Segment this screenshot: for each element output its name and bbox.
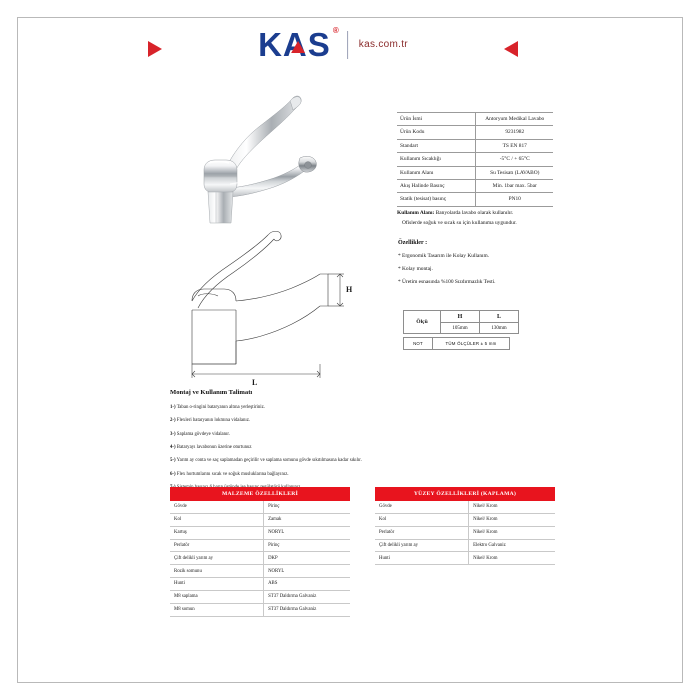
spec-value: PN10 bbox=[475, 193, 553, 206]
coating-value: Nikel/ Krom bbox=[469, 513, 555, 526]
step-number: 5-) bbox=[170, 458, 176, 464]
coating-part: Hunti bbox=[375, 552, 469, 565]
spec-value: Antoryum Medikal Lavabo bbox=[475, 113, 553, 126]
table-row bbox=[397, 179, 553, 192]
material-part: Rozik somunu bbox=[170, 565, 264, 578]
feature-item: * Ergonomik Tasarım ile Kolay Kullanım. bbox=[398, 253, 490, 259]
table-row bbox=[170, 603, 350, 616]
step-text: Taban o-ringini bataryanın altına yerleştiriniz. bbox=[175, 405, 265, 410]
material-value: NORYL bbox=[264, 526, 350, 539]
table-row bbox=[404, 338, 510, 350]
table-row bbox=[170, 513, 350, 526]
table-row bbox=[170, 578, 350, 591]
spec-key: Akış Halinde Basınç bbox=[397, 179, 475, 192]
table-row bbox=[375, 552, 555, 565]
spec-key: Ürün İsmi bbox=[397, 113, 475, 126]
material-part: Çift delikli yarım ay bbox=[170, 552, 264, 565]
spec-value: TS EN 817 bbox=[475, 139, 553, 152]
materials-table-title: MALZEME ÖZELLİKLERİ bbox=[170, 487, 350, 501]
step-text: Flexleri bataryanın lokmına vidalanız. bbox=[175, 418, 251, 424]
specification-table bbox=[397, 112, 553, 207]
note-key: NOT bbox=[404, 338, 433, 350]
coating-part: Gövde bbox=[375, 501, 469, 513]
instructions-title: Montaj ve Kullanım Talimatı bbox=[170, 389, 253, 396]
table-row bbox=[170, 591, 350, 604]
features-title: Özellikler : bbox=[398, 240, 428, 246]
material-value: DKP bbox=[264, 552, 350, 565]
dimension-label-h: H bbox=[346, 285, 353, 294]
spec-key: Kullanım Sıcaklığı bbox=[397, 153, 475, 166]
coating-part: Kol bbox=[375, 513, 469, 526]
dimension-label: Ölçü bbox=[404, 311, 441, 334]
table-row bbox=[397, 153, 553, 166]
step-text: Bataryayı lavabonun üzerine oturtunuz bbox=[175, 445, 252, 451]
material-value: ST37 Daldırma Galvaniz bbox=[264, 591, 350, 604]
right-triangle-icon bbox=[504, 41, 518, 57]
instruction-step bbox=[170, 418, 470, 424]
instruction-step bbox=[170, 472, 470, 478]
usage-text: Banyolarda lavabo olarak kullanılır. bbox=[434, 210, 514, 216]
coating-part: Perlatör bbox=[375, 526, 469, 539]
coating-value: Nikel/ Krom bbox=[469, 526, 555, 539]
coating-value: Nikel/ Krom bbox=[469, 552, 555, 565]
dimension-table bbox=[403, 310, 519, 334]
material-part: Perlatör bbox=[170, 539, 264, 552]
faucet-linedrawing-svg bbox=[168, 228, 383, 388]
faucet-photo-svg bbox=[178, 92, 383, 227]
table-row bbox=[375, 501, 555, 513]
material-part: M8 saplama bbox=[170, 591, 264, 604]
table-row bbox=[170, 539, 350, 552]
logo-divider bbox=[347, 31, 348, 59]
table-row bbox=[170, 552, 350, 565]
table-row bbox=[375, 513, 555, 526]
registered-mark: ® bbox=[332, 26, 340, 35]
material-part: M8 somun bbox=[170, 603, 264, 616]
note-value: TÜM ÖLÇÜLER ± 5 mm bbox=[433, 338, 510, 350]
instruction-step bbox=[170, 405, 470, 411]
step-number: 2-) bbox=[170, 418, 176, 424]
spec-key: Statik (tesisat) basınç bbox=[397, 193, 475, 206]
spec-value: Min. 1bar max. 5bar bbox=[475, 179, 553, 192]
material-part: Hunti bbox=[170, 578, 264, 591]
instruction-step bbox=[170, 445, 470, 451]
usage-text-secondary: Ofislerde soğuk ve sıcak su için kullanıma uygundur. bbox=[402, 220, 517, 227]
table-row bbox=[404, 311, 519, 323]
dimension-value-l: 130mm bbox=[480, 323, 519, 334]
technical-drawing bbox=[168, 228, 383, 388]
coating-part: Çift delikli yarım ay bbox=[375, 539, 469, 552]
coating-table-title: YÜZEY ÖZELLİKLERİ (KAPLAMA) bbox=[375, 487, 555, 501]
step-number: 1-) bbox=[170, 405, 176, 410]
spec-value: -5°C / + 65°C bbox=[475, 153, 553, 166]
material-value: ABS bbox=[264, 578, 350, 591]
material-value: Zamak bbox=[264, 513, 350, 526]
coating-value: Nikel/ Krom bbox=[469, 501, 555, 513]
table-row bbox=[397, 193, 553, 206]
dimension-header-h: H bbox=[441, 311, 480, 323]
table-header-row bbox=[170, 487, 350, 501]
dimension-value-h: 105mm bbox=[441, 323, 480, 334]
brand-logo bbox=[258, 28, 408, 61]
feature-item: * Kolay montaj. bbox=[398, 266, 433, 272]
usage-area-block bbox=[397, 208, 567, 229]
spec-key: Ürün Kodu bbox=[397, 126, 475, 139]
table-row bbox=[375, 539, 555, 552]
material-value: Pirinç bbox=[264, 501, 350, 513]
usage-label: Kullanım Alanı: bbox=[397, 210, 435, 216]
logo-text bbox=[258, 26, 340, 63]
table-row bbox=[375, 526, 555, 539]
page-header bbox=[18, 22, 648, 74]
material-part: Kartuş bbox=[170, 526, 264, 539]
table-row bbox=[397, 113, 553, 126]
table-row bbox=[170, 526, 350, 539]
left-triangle-icon bbox=[148, 41, 162, 57]
spec-key: Kullanım Alanı bbox=[397, 166, 475, 179]
logo-triangle-icon bbox=[291, 41, 305, 53]
step-text: Flex hortumlarını sıcak ve soğuk musluklarına bağlayınız. bbox=[175, 471, 289, 477]
materials-table bbox=[170, 487, 350, 617]
material-value: NORYL bbox=[264, 565, 350, 578]
coating-table bbox=[375, 487, 555, 565]
spec-value: Su Tesisatı (LAVABO) bbox=[475, 166, 553, 179]
table-row bbox=[170, 565, 350, 578]
table-row bbox=[397, 139, 553, 152]
product-photo bbox=[178, 92, 383, 227]
step-text: Saplama gövdeye vidalanır. bbox=[175, 431, 230, 437]
dimension-header-l: L bbox=[480, 311, 519, 323]
features-block bbox=[398, 240, 573, 292]
table-row bbox=[397, 166, 553, 179]
material-value: Pirinç bbox=[264, 539, 350, 552]
table-header-row bbox=[375, 487, 555, 501]
material-part: Kol bbox=[170, 513, 264, 526]
feature-item: * Üretim esnasında %100 Sızdırmazlık Testi. bbox=[398, 279, 496, 285]
website-text: kas.com.tr bbox=[358, 39, 408, 50]
logo-wordmark: KAS bbox=[258, 26, 331, 63]
dimension-label-l: L bbox=[252, 378, 258, 387]
step-number: 3-) bbox=[170, 431, 176, 437]
spec-value: 9231982 bbox=[475, 126, 553, 139]
dimension-note-table bbox=[403, 337, 510, 350]
material-value: ST37 Daldırma Galvaniz bbox=[264, 603, 350, 616]
step-number: 4-) bbox=[170, 445, 176, 451]
coating-value: Elektro Galvaniz bbox=[469, 539, 555, 552]
table-row bbox=[397, 126, 553, 139]
material-part: Gövde bbox=[170, 501, 264, 513]
spec-key: Standart bbox=[397, 139, 475, 152]
instruction-step bbox=[170, 458, 470, 464]
instruction-step bbox=[170, 432, 470, 438]
step-number: 6-) bbox=[170, 471, 176, 477]
step-text: Yarım ay conta ve saç saplamadan geçirilir ve saplama somunu gövde sıkıtılmasına kadar sıkılır. bbox=[175, 458, 362, 464]
instructions-block bbox=[170, 389, 470, 498]
table-row bbox=[170, 501, 350, 513]
